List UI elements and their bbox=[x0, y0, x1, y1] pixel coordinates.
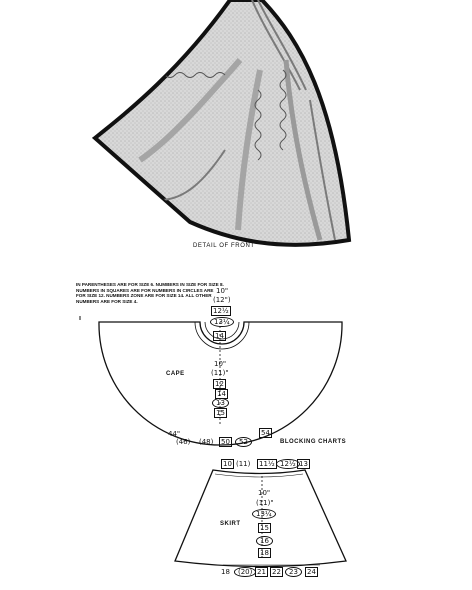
cape-center-measure-2: (11)" bbox=[211, 369, 229, 377]
cape-center-measure-6: 15 bbox=[216, 409, 225, 417]
cape-neck-measure-4: 13¼ bbox=[210, 317, 234, 327]
skirt-center-measure-5: 16 bbox=[256, 536, 273, 546]
skirt-center-measure-1: 10" bbox=[258, 489, 271, 497]
skirt-waist-measure-2: (11) bbox=[236, 460, 251, 468]
cape-neck-measure-3: 12½ bbox=[213, 307, 229, 315]
cape-center-measure-5: 13 bbox=[212, 398, 229, 408]
skirt-hem-measure-4: 22 bbox=[272, 568, 281, 576]
skirt-hem-measure-5: 23 bbox=[285, 567, 302, 577]
cape-hem-measure-2: (46) bbox=[176, 438, 191, 446]
skirt-center-measure-4: 15 bbox=[260, 524, 269, 532]
skirt-center-measure-2: (11)" bbox=[256, 499, 274, 507]
photo-caption: DETAIL OF FRONT bbox=[193, 243, 255, 249]
cape-detail-photo bbox=[0, 0, 472, 250]
skirt-waist-measure-1: 10 bbox=[223, 460, 232, 468]
skirt-label: SKIRT bbox=[220, 521, 241, 527]
cape-neck-measure-1: 10" bbox=[216, 287, 229, 295]
skirt-hem-measure-1: 18 bbox=[221, 568, 230, 576]
cape-neck-measure-5: 14 bbox=[215, 332, 224, 340]
size-note: IN PARENTHESES ARE FOR SIZE 6. NUMBERS IN SIZE FOR SIZE 8. NUMBERS IN SQUARES ARE FOR NUMBERS IN CIRCLES ARE FOR SIZE 12. NUMBERS ZONE ARE FOR SIZE 14. ALL OTHER NUMBERS ARE FOR SIZE 4. bbox=[76, 282, 224, 304]
skirt-center-measure-6: 18 bbox=[260, 549, 269, 557]
skirt-hem-measure-2: (20) bbox=[234, 567, 256, 577]
cape-hem-measure-1: 44" bbox=[168, 430, 181, 438]
skirt-hem-measure-3: 21 bbox=[257, 568, 266, 576]
cape-chart bbox=[0, 250, 472, 460]
cape-hem-measure-3: (48) bbox=[199, 438, 214, 446]
cape-hem-measure-6: 54 bbox=[261, 429, 270, 437]
cape-neck-measure-2: (12") bbox=[213, 296, 231, 304]
skirt-waist-measure-3: 11½ bbox=[259, 460, 275, 468]
blocking-charts-label: BLOCKING CHARTS bbox=[280, 439, 347, 445]
cape-hem-measure-4: 50 bbox=[221, 438, 230, 446]
skirt-center-measure-3: 13¼ bbox=[252, 509, 276, 519]
skirt-waist-measure-4: 12½ bbox=[276, 459, 300, 469]
cape-label: CAPE bbox=[166, 371, 185, 377]
skirt-waist-measure-5: 13 bbox=[299, 460, 308, 468]
cape-center-measure-1: 10" bbox=[214, 360, 227, 368]
cape-center-measure-3: 12 bbox=[215, 380, 224, 388]
skirt-hem-measure-6: 24 bbox=[307, 568, 316, 576]
cape-center-measure-4: 14 bbox=[217, 390, 226, 398]
cape-hem-measure-5: 52 bbox=[235, 437, 252, 447]
